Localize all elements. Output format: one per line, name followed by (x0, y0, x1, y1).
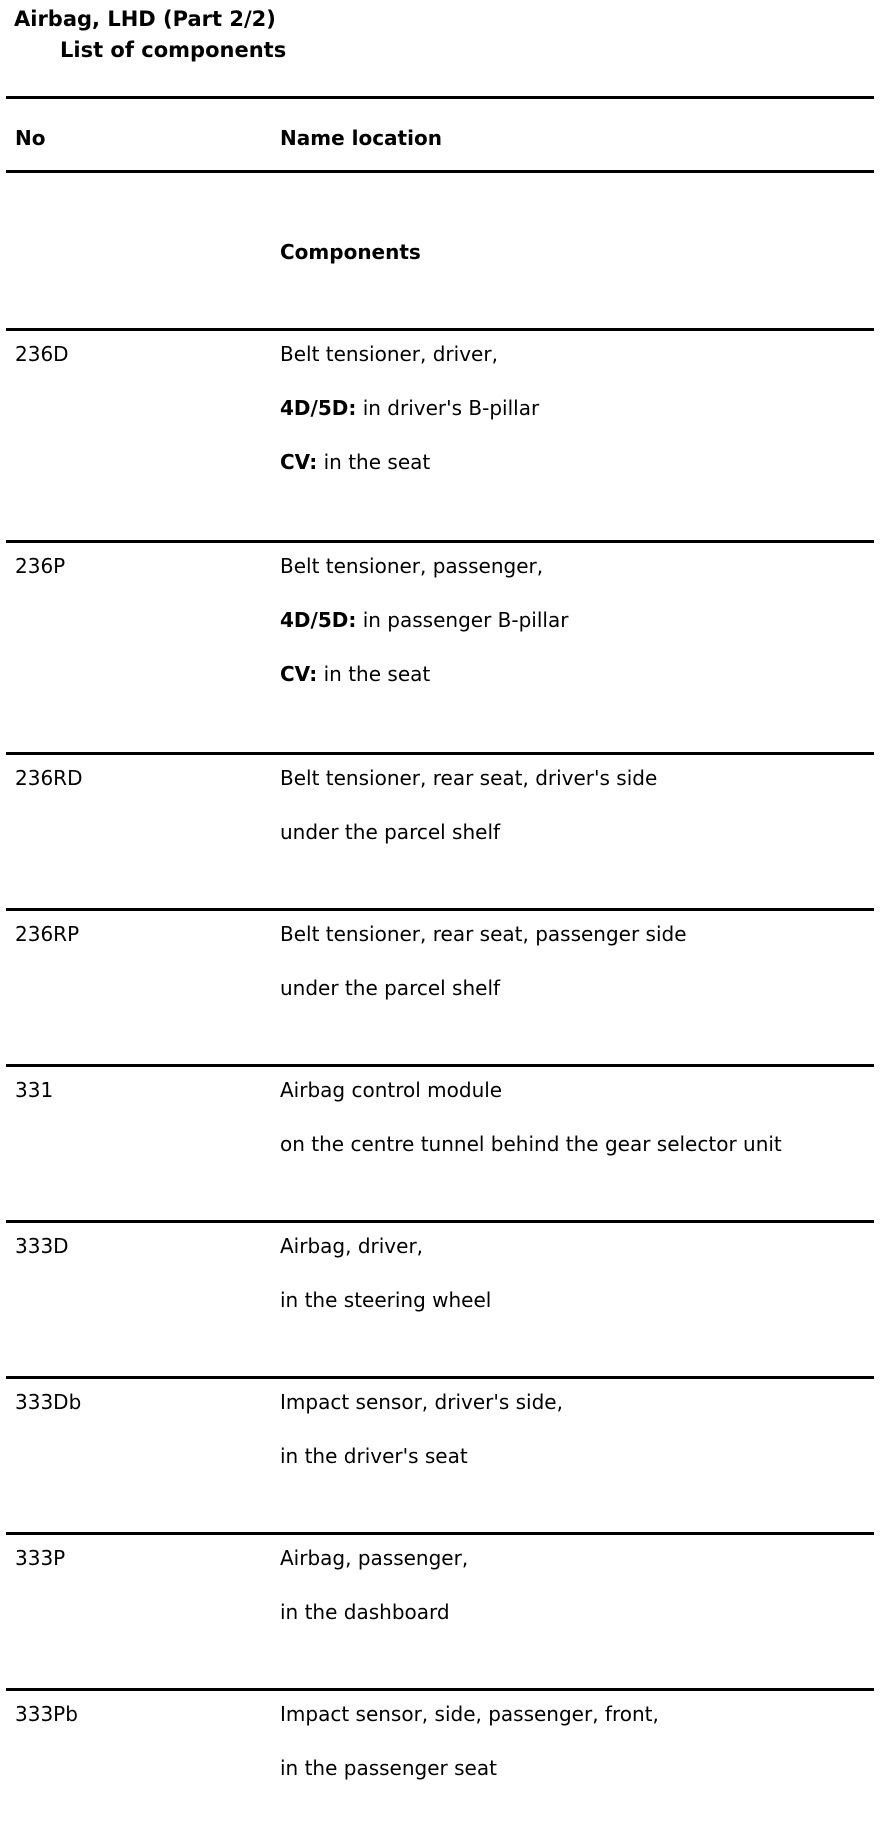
component-line-text: in the steering wheel (280, 1288, 492, 1312)
component-line-text: Impact sensor, side, passenger, front, (280, 1702, 659, 1726)
component-name-location (280, 553, 874, 715)
component-line (280, 1287, 874, 1313)
component-number: 236P (15, 554, 66, 578)
component-number: 333Db (15, 1390, 82, 1414)
component-line (280, 607, 874, 633)
table-row (6, 908, 874, 1064)
table-row (6, 1220, 874, 1376)
component-line-text: Belt tensioner, passenger, (280, 554, 544, 578)
page-header (14, 6, 286, 63)
column-header-no: No (15, 126, 46, 150)
variant-prefix: 4D/5D: (280, 608, 357, 632)
component-name-location (280, 765, 874, 873)
component-line-text: Belt tensioner, rear seat, passenger side (280, 922, 687, 946)
component-line (280, 765, 874, 791)
page-title: Airbag, LHD (Part 2/2) (14, 7, 276, 31)
component-line-text: Airbag control module (280, 1078, 503, 1102)
component-number: 236RD (15, 766, 83, 790)
component-line (280, 1599, 874, 1625)
component-line (280, 1131, 874, 1157)
component-line-text: in the passenger seat (280, 1756, 497, 1780)
component-line-text: under the parcel shelf (280, 976, 501, 1000)
component-line-text: Impact sensor, driver's side, (280, 1390, 563, 1414)
table-header-row (6, 96, 874, 170)
component-line (280, 1233, 874, 1259)
component-line-text: in the driver's seat (280, 1444, 468, 1468)
component-name-location (280, 1389, 874, 1497)
component-line-text: on the centre tunnel behind the gear selector unit (280, 1132, 782, 1156)
table-body (6, 328, 874, 1844)
component-line (280, 1077, 874, 1103)
component-line (280, 449, 874, 475)
component-name-location (280, 921, 874, 1029)
component-line-text: under the parcel shelf (280, 820, 501, 844)
variant-prefix: CV: (280, 662, 318, 686)
component-line-text: in the seat (317, 450, 431, 474)
component-line-text: in the dashboard (280, 1600, 450, 1624)
component-name-location (280, 1077, 874, 1185)
table-row (6, 540, 874, 752)
table-row (6, 752, 874, 908)
component-number: 333P (15, 1546, 66, 1570)
components-table (6, 96, 874, 1844)
component-number: 331 (15, 1078, 54, 1102)
table-row (6, 1688, 874, 1844)
component-line-text: in the seat (317, 662, 431, 686)
component-line-text: Belt tensioner, rear seat, driver's side (280, 766, 658, 790)
component-line (280, 1389, 874, 1415)
component-line-text: in driver's B-pillar (356, 396, 540, 420)
component-line-text: Belt tensioner, driver, (280, 342, 498, 366)
component-line (280, 921, 874, 947)
component-name-location (280, 341, 874, 503)
table-row (6, 1064, 874, 1220)
section-label: Components (280, 240, 421, 264)
component-line (280, 1443, 874, 1469)
variant-prefix: 4D/5D: (280, 396, 357, 420)
component-name-location (280, 1701, 874, 1809)
component-number: 333D (15, 1234, 69, 1258)
component-line (280, 1545, 874, 1571)
component-line-text: in passenger B-pillar (356, 608, 569, 632)
page-subtitle: List of components (60, 38, 287, 62)
component-name-location (280, 1545, 874, 1653)
component-name-location (280, 1233, 874, 1341)
component-line (280, 819, 874, 845)
table-row (6, 1532, 874, 1688)
component-number: 236D (15, 342, 69, 366)
component-line (280, 553, 874, 579)
column-header-name-location: Name location (280, 126, 442, 150)
component-number: 333Pb (15, 1702, 78, 1726)
component-line-text: Airbag, passenger, (280, 1546, 469, 1570)
component-line (280, 1701, 874, 1727)
component-line (280, 1755, 874, 1781)
table-row (6, 1376, 874, 1532)
component-line (280, 661, 874, 687)
component-line (280, 975, 874, 1001)
table-row (6, 328, 874, 540)
section-row (6, 170, 874, 328)
component-line (280, 341, 874, 367)
variant-prefix: CV: (280, 450, 318, 474)
component-line (280, 395, 874, 421)
component-number: 236RP (15, 922, 80, 946)
component-line-text: Airbag, driver, (280, 1234, 424, 1258)
